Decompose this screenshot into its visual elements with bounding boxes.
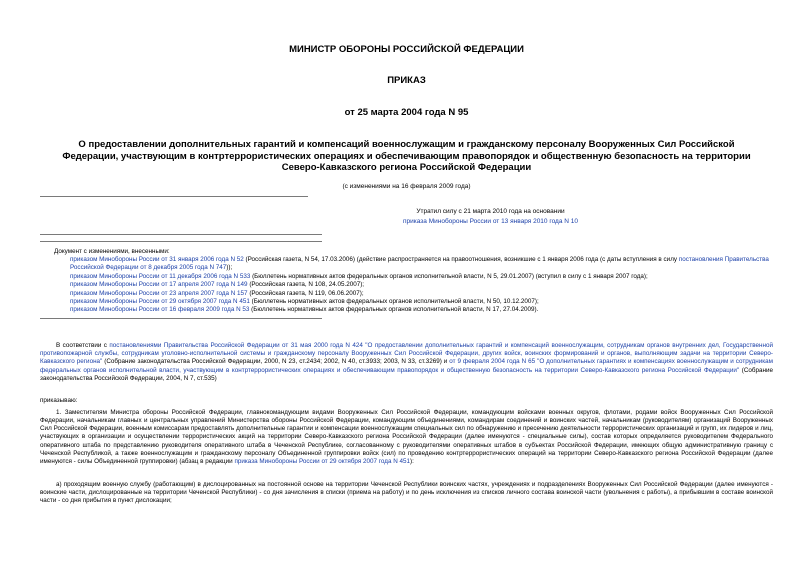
divider: [40, 196, 308, 197]
basis-link[interactable]: от 9 февраля 2004 года N 65 "О дополнительных гарантиях и компенсациях военнослужащим и сотрудникам федеральных органов исполнительной власти, участвующим в контртеррористических операциях и обеспечивающим правопорядок и общественную безопасность на территории Северо-Кавказского региона Российской Федерации": [40, 358, 774, 374]
change-item: [54, 281, 773, 289]
change-item: [54, 273, 773, 281]
item-a-paragraph: а) проходящим военную службу (работающим) в дислоцированных на постоянной основе на территории Чеченской Республики воинских частях, учреждениях и подразделениях Вооруженных Сил Российской Федерации (далее именуются - воинские части, дислоцированные на территории Чеченской Республики) - со дня зачисления в списки (приема на работу) и по день исключения из списков личного состава воинской части (увольнения с работы), а прибывшим в составе воинской части - со дня прибытия в пункт дислокации;: [40, 480, 773, 505]
change-text: (Бюллетень нормативных актов федеральных органов исполнительной власти, N 50, 10.12.2007);: [249, 297, 539, 305]
item-1-link[interactable]: приказа Минобороны России от 29 октября 2007 года N 451: [234, 458, 411, 466]
change-link[interactable]: приказом Минобороны России от 31 января 2006 года N 52: [70, 255, 244, 263]
basis-text: (Собрание законодательства Российской Федерации, 2004, N 7, ст.535): [40, 366, 773, 382]
repeal-notice: [208, 207, 773, 227]
change-text: (Российская газета, N 119, 06.06.2007);: [247, 289, 364, 297]
change-text: (Российская газета, N 108, 24.05.2007);: [247, 281, 365, 289]
change-text: (Бюллетень нормативных актов федеральных органов исполнительной власти, N 5, 29.01.2007) (вступил в силу с 1 января 2007 года);: [250, 272, 648, 280]
item-1-text: 1. Заместителям Министра обороны Российской Федерации, главнокомандующим видами Вооруженных Сил Российской Федерации, командующим войсками военных округов, флотами, родами войск Вооруженных Сил Российской Федерации, начальникам главных и центральных управлений Министерства обороны Российской Федерации, командующим объединениями, командирам соединений и воинских частей, начальникам (руководителям) организаций Вооруженных Сил Российской Федерации, военным комиссарам предоставлять дополнительные гарантии и компенсации военнослужащим специальных сил по обнаружению и пресечению деятельности террористических организаций и групп, их лидеров и лиц, участвующих в организации и осуществлении террористических акций на территории Северо-Кавказского региона Российской Федерации (далее именуются - специальные силы), состав которых определяется руководителем Федерального оперативного штаба по представлению руководителя оперативного штаба в Чеченской Республике, согласованному с руководителями оперативных штабов в субъектах Российской Федерации, имеющих общую административную границу с Чеченской Республикой, а также военнослужащим и гражданскому персоналу Объединенной группировки войск (сил) по проведению контртеррористических операций на территории Северо-Кавказского региона Российской Федерации (далее именуются - силы Объединенной группировки): [40, 408, 773, 466]
divider: [40, 318, 322, 319]
change-text: ));: [226, 264, 233, 272]
basis-text: (Собрание законодательства Российской Федерации, 2000, N 23, ст.2434; 2002, N 40, ст.3933; 2003, N 33, ст.3269) и: [102, 358, 450, 366]
changes-note: (с изменениями на 16 февраля 2009 года): [342, 182, 471, 190]
divider: [40, 234, 322, 235]
change-link[interactable]: постановления Правительства Российской Федерации от 8 декабря 2005 года N 747: [70, 255, 769, 272]
repeal-link[interactable]: приказа Минобороны России от 13 января 2010 года N 10: [403, 217, 578, 225]
basis-link[interactable]: постановлениями Правительства Российской Федерации от 31 мая 2000 года N 424 "О предоставлении дополнительных гарантий и компенсаций военнослужащим, сотрудникам органов внутренних дел, Государственной противопожарной службы, сотрудникам уголовно-исполнительной системы и гражданскому персоналу Вооруженных Сил Российской Федерации, других войск, воинских формирований и органов, выполняющим задачи на территории Северо-Кавказского региона": [40, 341, 774, 366]
change-text: (Бюллетень нормативных актов федеральных органов исполнительной власти, N 17, 27.04.2009).: [249, 306, 539, 314]
basis-text: В соответствии с: [56, 341, 110, 349]
change-link[interactable]: приказом Минобороны России от 29 октября 2007 года N 451: [70, 297, 250, 305]
order-date: от 25 марта 2004 года N 95: [344, 107, 469, 118]
divider: [40, 241, 322, 242]
document-changes: [40, 248, 773, 315]
ministry-heading: МИНИСТР ОБОРОНЫ РОССИЙСКОЙ ФЕДЕРАЦИИ: [289, 44, 524, 55]
change-item: [54, 306, 773, 314]
change-text: (Российская газета, N 54, 17.03.2006) (действие распространяется на правоотношения, возникшие с 1 января 2006 года (с даты вступления в силу: [243, 255, 679, 263]
item-1-end: ):: [410, 458, 414, 466]
repeal-text: Утратил силу с 21 марта 2010 года на основании: [416, 207, 565, 215]
order-title: О предоставлении дополнительных гарантий и компенсаций военнослужащим и гражданскому персоналу Вооруженных Сил Российской Федерации, участвующим в контртеррористических операциях и обеспечивающим правопорядок и общественную безопасность на территории Северо-Кавказского региона Российской Федерации: [62, 139, 751, 173]
order-heading: ПРИКАЗ: [387, 75, 426, 86]
basis-paragraph: [40, 342, 773, 383]
change-link[interactable]: приказом Минобороны России от 16 февраля 2009 года N 53: [70, 306, 250, 314]
change-link[interactable]: приказом Минобороны России от 23 апреля 2007 года N 157: [70, 289, 248, 297]
item-1-tail: (абзац в редакции: [177, 458, 235, 466]
change-link[interactable]: приказом Минобороны России от 17 апреля 2007 года N 149: [70, 281, 248, 289]
change-link[interactable]: приказом Минобороны России от 11 декабря 2006 года N 533: [70, 272, 251, 280]
item-1-paragraph: [40, 409, 773, 467]
change-item: [54, 290, 773, 298]
change-item: [54, 256, 773, 273]
orders-word: приказываю:: [40, 397, 78, 405]
changes-intro: Документ с изменениями, внесенными:: [54, 247, 170, 255]
